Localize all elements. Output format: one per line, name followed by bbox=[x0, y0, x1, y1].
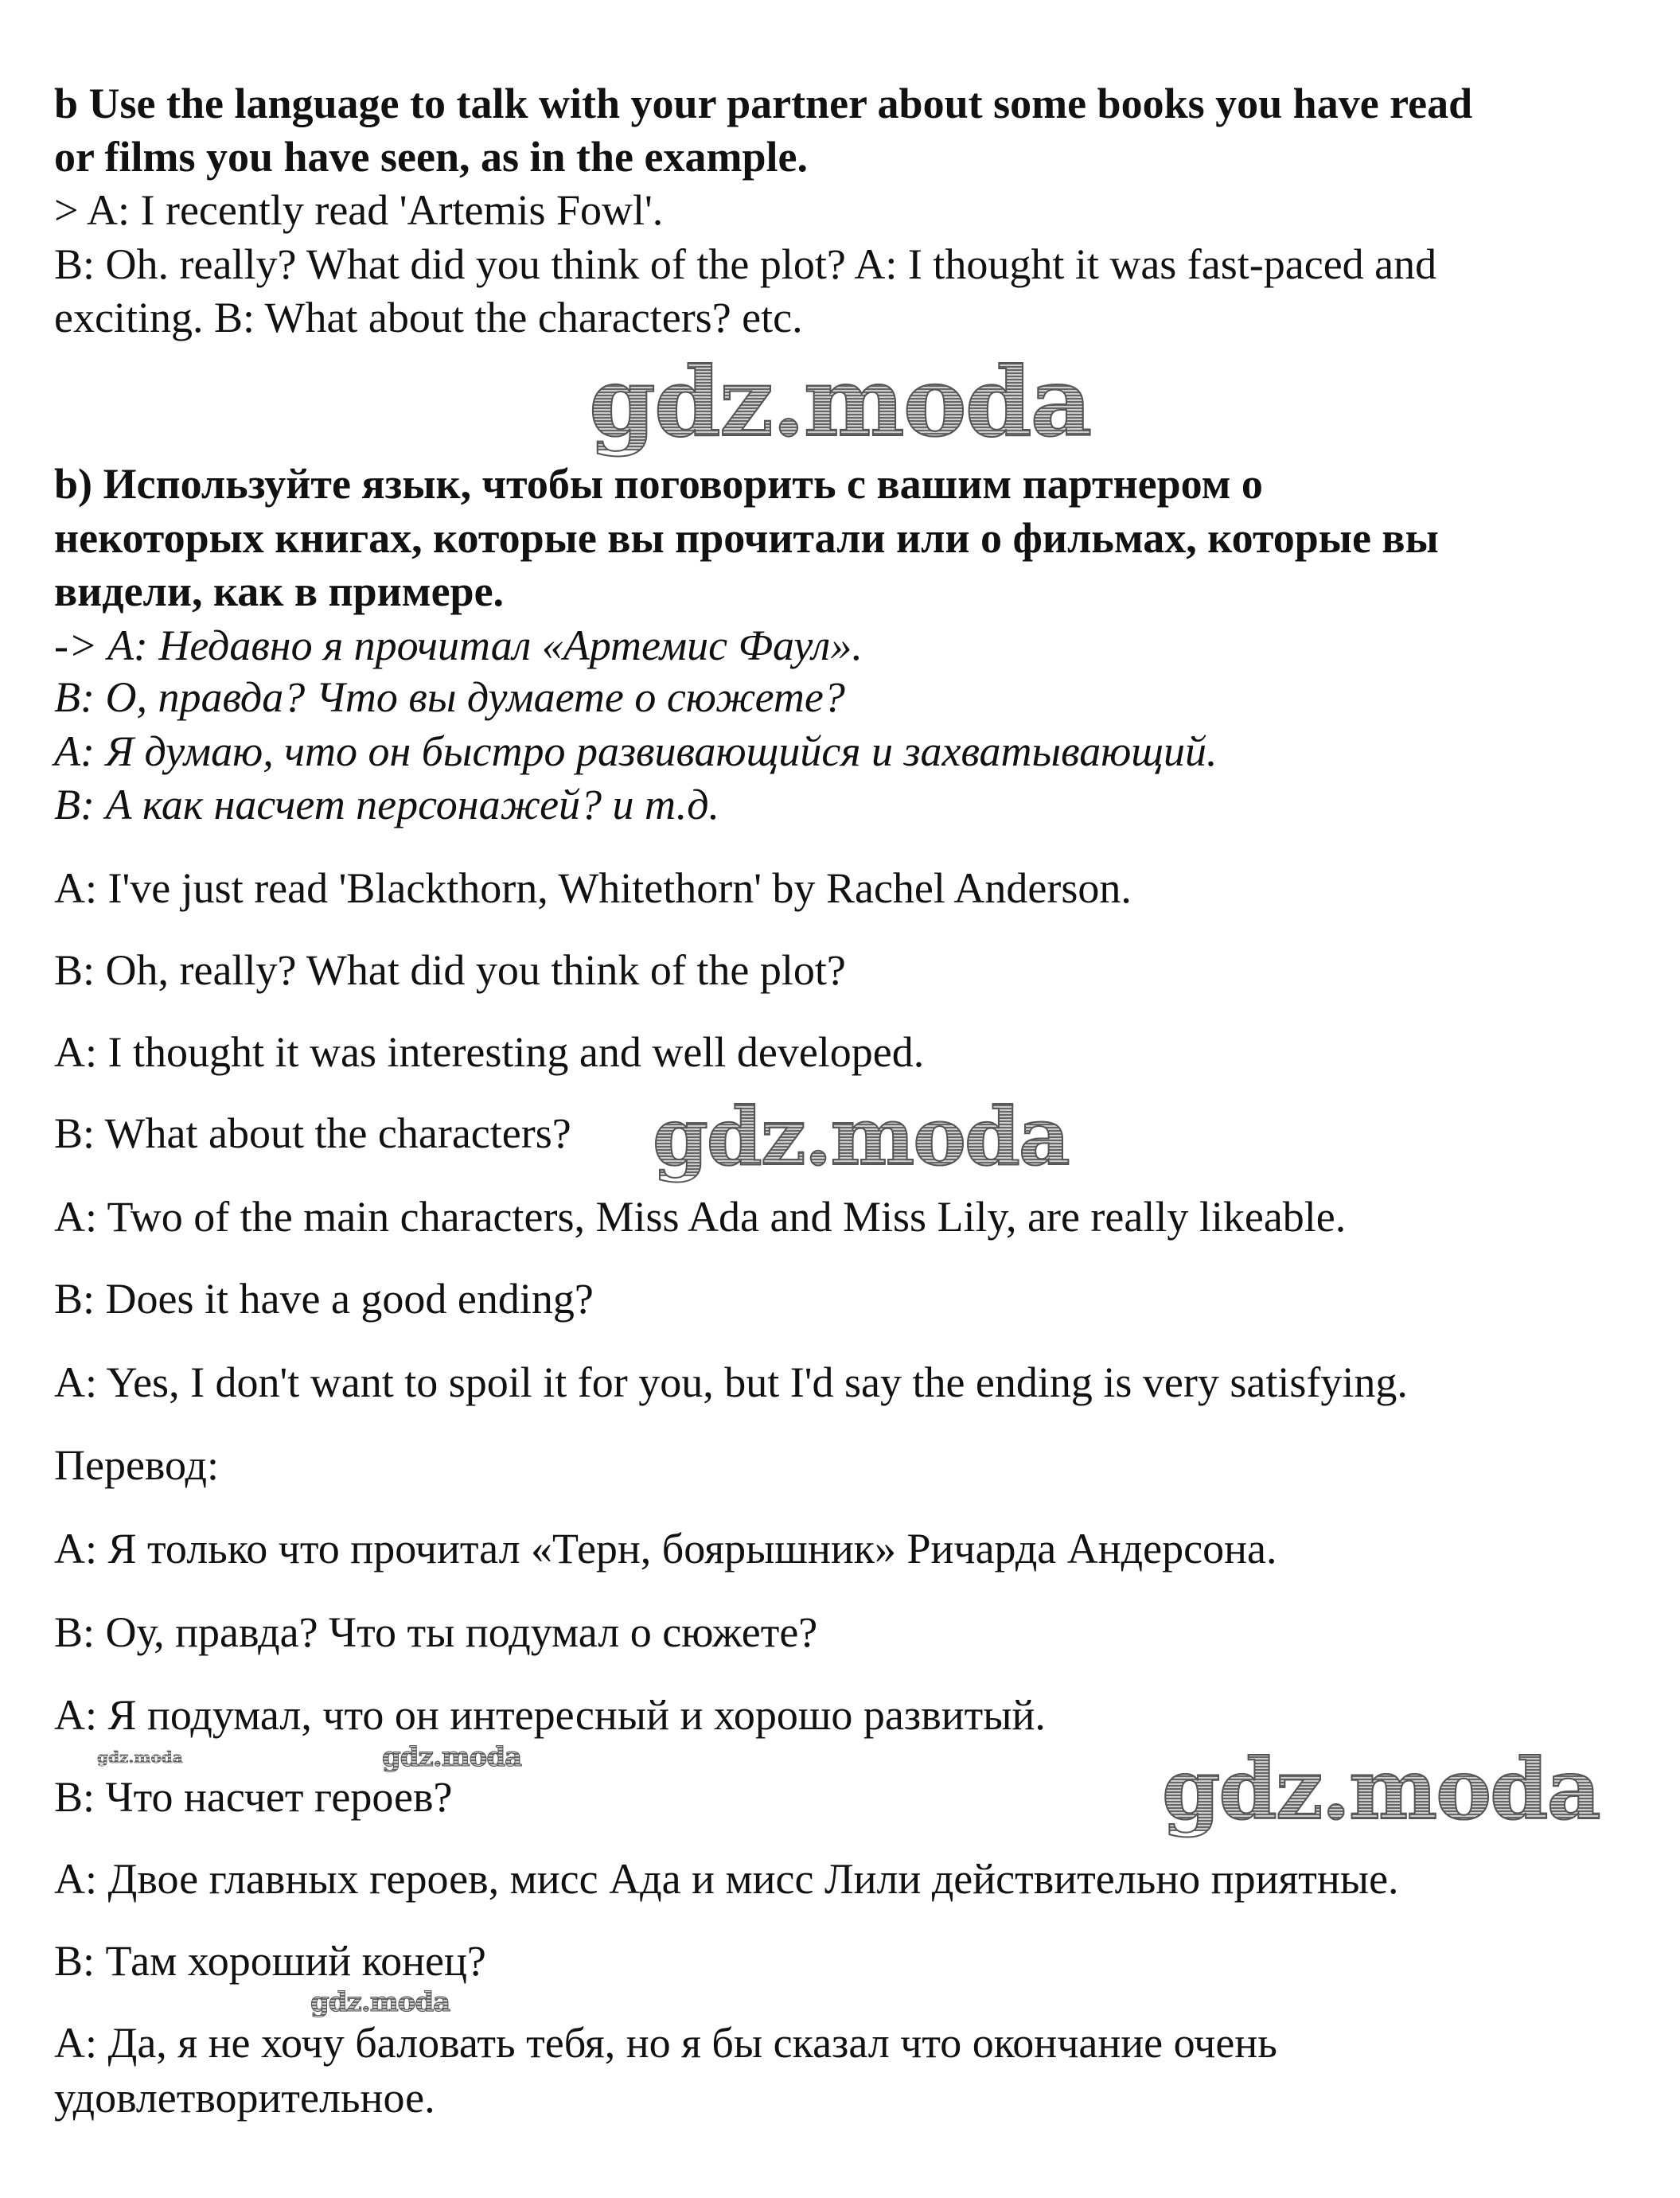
task-heading-ru-line-3: видели, как в примере. bbox=[54, 567, 505, 615]
watermark-logo: gdz.moda bbox=[310, 1986, 450, 2018]
dialogue-en-line: B: Does it have a good ending? bbox=[54, 1275, 594, 1323]
translation-label: Перевод: bbox=[54, 1441, 219, 1489]
task-heading-ru-line-2: некоторых книгах, которые вы прочитали или о фильмах, которые вы bbox=[54, 514, 1439, 562]
watermark-logo: gdz.moda bbox=[1162, 1740, 1600, 1838]
dialogue-en-line: A: Yes, I don't want to spoil it for you, but I'd say the ending is very satisfying. bbox=[54, 1358, 1408, 1406]
example-en-line-2: B: Oh. really? What did you think of the plot? A: I thought it was fast-paced and bbox=[54, 240, 1437, 288]
example-ru-line-3: A: Я думаю, что он быстро развивающийся и захватывающий. bbox=[54, 727, 1218, 775]
dialogue-ru-line: B: Там хороший конец? bbox=[54, 1937, 486, 1985]
task-heading-en-line-1: b Use the language to talk with your partner about some books you have read bbox=[54, 80, 1473, 127]
dialogue-en-line: B: What about the characters? bbox=[54, 1109, 571, 1157]
watermark-logo: gdz.moda bbox=[382, 1741, 522, 1773]
dialogue-ru-line: B: Что насчет героев? bbox=[54, 1773, 453, 1821]
dialogue-ru-line: A: Я только что прочитал «Терн, боярышник» Ричарда Андерсона. bbox=[54, 1525, 1277, 1573]
dialogue-ru-line: A: Да, я не хочу баловать тебя, но я бы сказал что окончание очень bbox=[54, 2019, 1277, 2067]
watermark-logo: gdz.moda bbox=[97, 1748, 183, 1767]
example-en-line-3: exciting. B: What about the characters? etc. bbox=[54, 294, 803, 341]
dialogue-ru-line: удовлетворительное. bbox=[54, 2074, 435, 2122]
dialogue-en-line: A: I thought it was interesting and well developed. bbox=[54, 1028, 925, 1076]
dialogue-en-line: B: Oh, really? What did you think of the plot? bbox=[54, 946, 846, 994]
example-en-line-1: > A: I recently read 'Artemis Fowl'. bbox=[54, 186, 664, 234]
dialogue-en-line: A: I've just read 'Blackthorn, Whitethorn' by Rachel Anderson. bbox=[54, 864, 1132, 912]
example-ru-line-2: B: О, правда? Что вы думаете о сюжете? bbox=[54, 673, 845, 721]
task-heading-en-line-2: or films you have seen, as in the example. bbox=[54, 133, 808, 181]
example-ru-line-1: -> A: Недавно я прочитал «Артемис Фаул». bbox=[54, 622, 863, 669]
watermark-logo: gdz.moda bbox=[589, 346, 1091, 458]
dialogue-en-line: A: Two of the main characters, Miss Ada and Miss Lily, are really likeable. bbox=[54, 1193, 1347, 1241]
dialogue-ru-line: A: Я подумал, что он интересный и хорошо развитый. bbox=[54, 1691, 1046, 1739]
dialogue-ru-line: B: Оу, правда? Что ты подумал о сюжете? bbox=[54, 1608, 818, 1656]
watermark-logo: gdz.moda bbox=[653, 1089, 1069, 1183]
task-heading-ru-line-1: b) Используйте язык, чтобы поговорить с вашим партнером о bbox=[54, 460, 1263, 508]
example-ru-line-4: B: А как насчет персонажей? и т.д. bbox=[54, 781, 720, 828]
dialogue-ru-line: A: Двое главных героев, мисс Ада и мисс Лили действительно приятные. bbox=[54, 1855, 1399, 1903]
